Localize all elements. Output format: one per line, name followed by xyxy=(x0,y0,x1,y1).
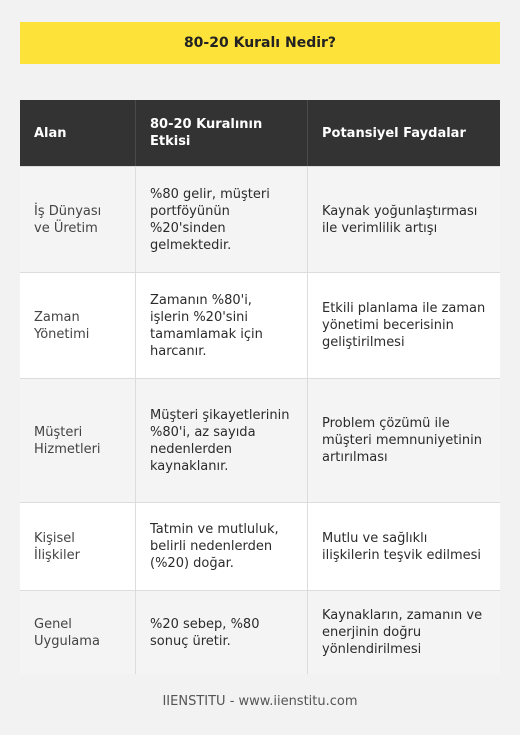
effect-cell: Tatmin ve mutluluk, belirli nedenlerden (%20) doğar. xyxy=(136,502,308,590)
area-cell: Zaman Yönetimi xyxy=(20,272,136,378)
area-cell: Genel Uygulama xyxy=(20,590,136,674)
benefit-cell: Kaynakların, zamanın ve enerjinin doğru yönlendirilmesi xyxy=(308,590,500,674)
table-row xyxy=(20,378,500,502)
benefit-cell: Problem çözümü ile müşteri memnuniyetinin artırılması xyxy=(308,378,500,502)
effect-cell: Zamanın %80'i, işlerin %20'sini tamamlamak için harcanır. xyxy=(136,272,308,378)
table-row xyxy=(20,590,500,674)
benefit-cell: Kaynak yoğunlaştırması ile verimlilik artışı xyxy=(308,166,500,272)
effect-cell: %20 sebep, %80 sonuç üretir. xyxy=(136,590,308,674)
table-row xyxy=(20,166,500,272)
column-header-effect: 80-20 Kuralının Etkisi xyxy=(136,100,308,166)
area-cell: İş Dünyası ve Üretim xyxy=(20,166,136,272)
area-cell: Müşteri Hizmetleri xyxy=(20,378,136,502)
comparison-table xyxy=(20,100,500,674)
effect-cell: %80 gelir, müşteri portföyünün %20'sinden gelmektedir. xyxy=(136,166,308,272)
page-title: 80-20 Kuralı Nedir? xyxy=(20,22,500,64)
benefit-cell: Etkili planlama ile zaman yönetimi becerisinin geliştirilmesi xyxy=(308,272,500,378)
table-row xyxy=(20,272,500,378)
table-header-row xyxy=(20,100,500,166)
column-header-area: Alan xyxy=(20,100,136,166)
footer-credit: IIENSTITU - www.iienstitu.com xyxy=(162,694,358,709)
benefit-cell: Mutlu ve sağlıklı ilişkilerin teşvik edilmesi xyxy=(308,502,500,590)
table-row xyxy=(20,502,500,590)
area-cell: Kişisel İlişkiler xyxy=(20,502,136,590)
effect-cell: Müşteri şikayetlerinin %80'i, az sayıda nedenlerden kaynaklanır. xyxy=(136,378,308,502)
column-header-benefits: Potansiyel Faydalar xyxy=(308,100,500,166)
